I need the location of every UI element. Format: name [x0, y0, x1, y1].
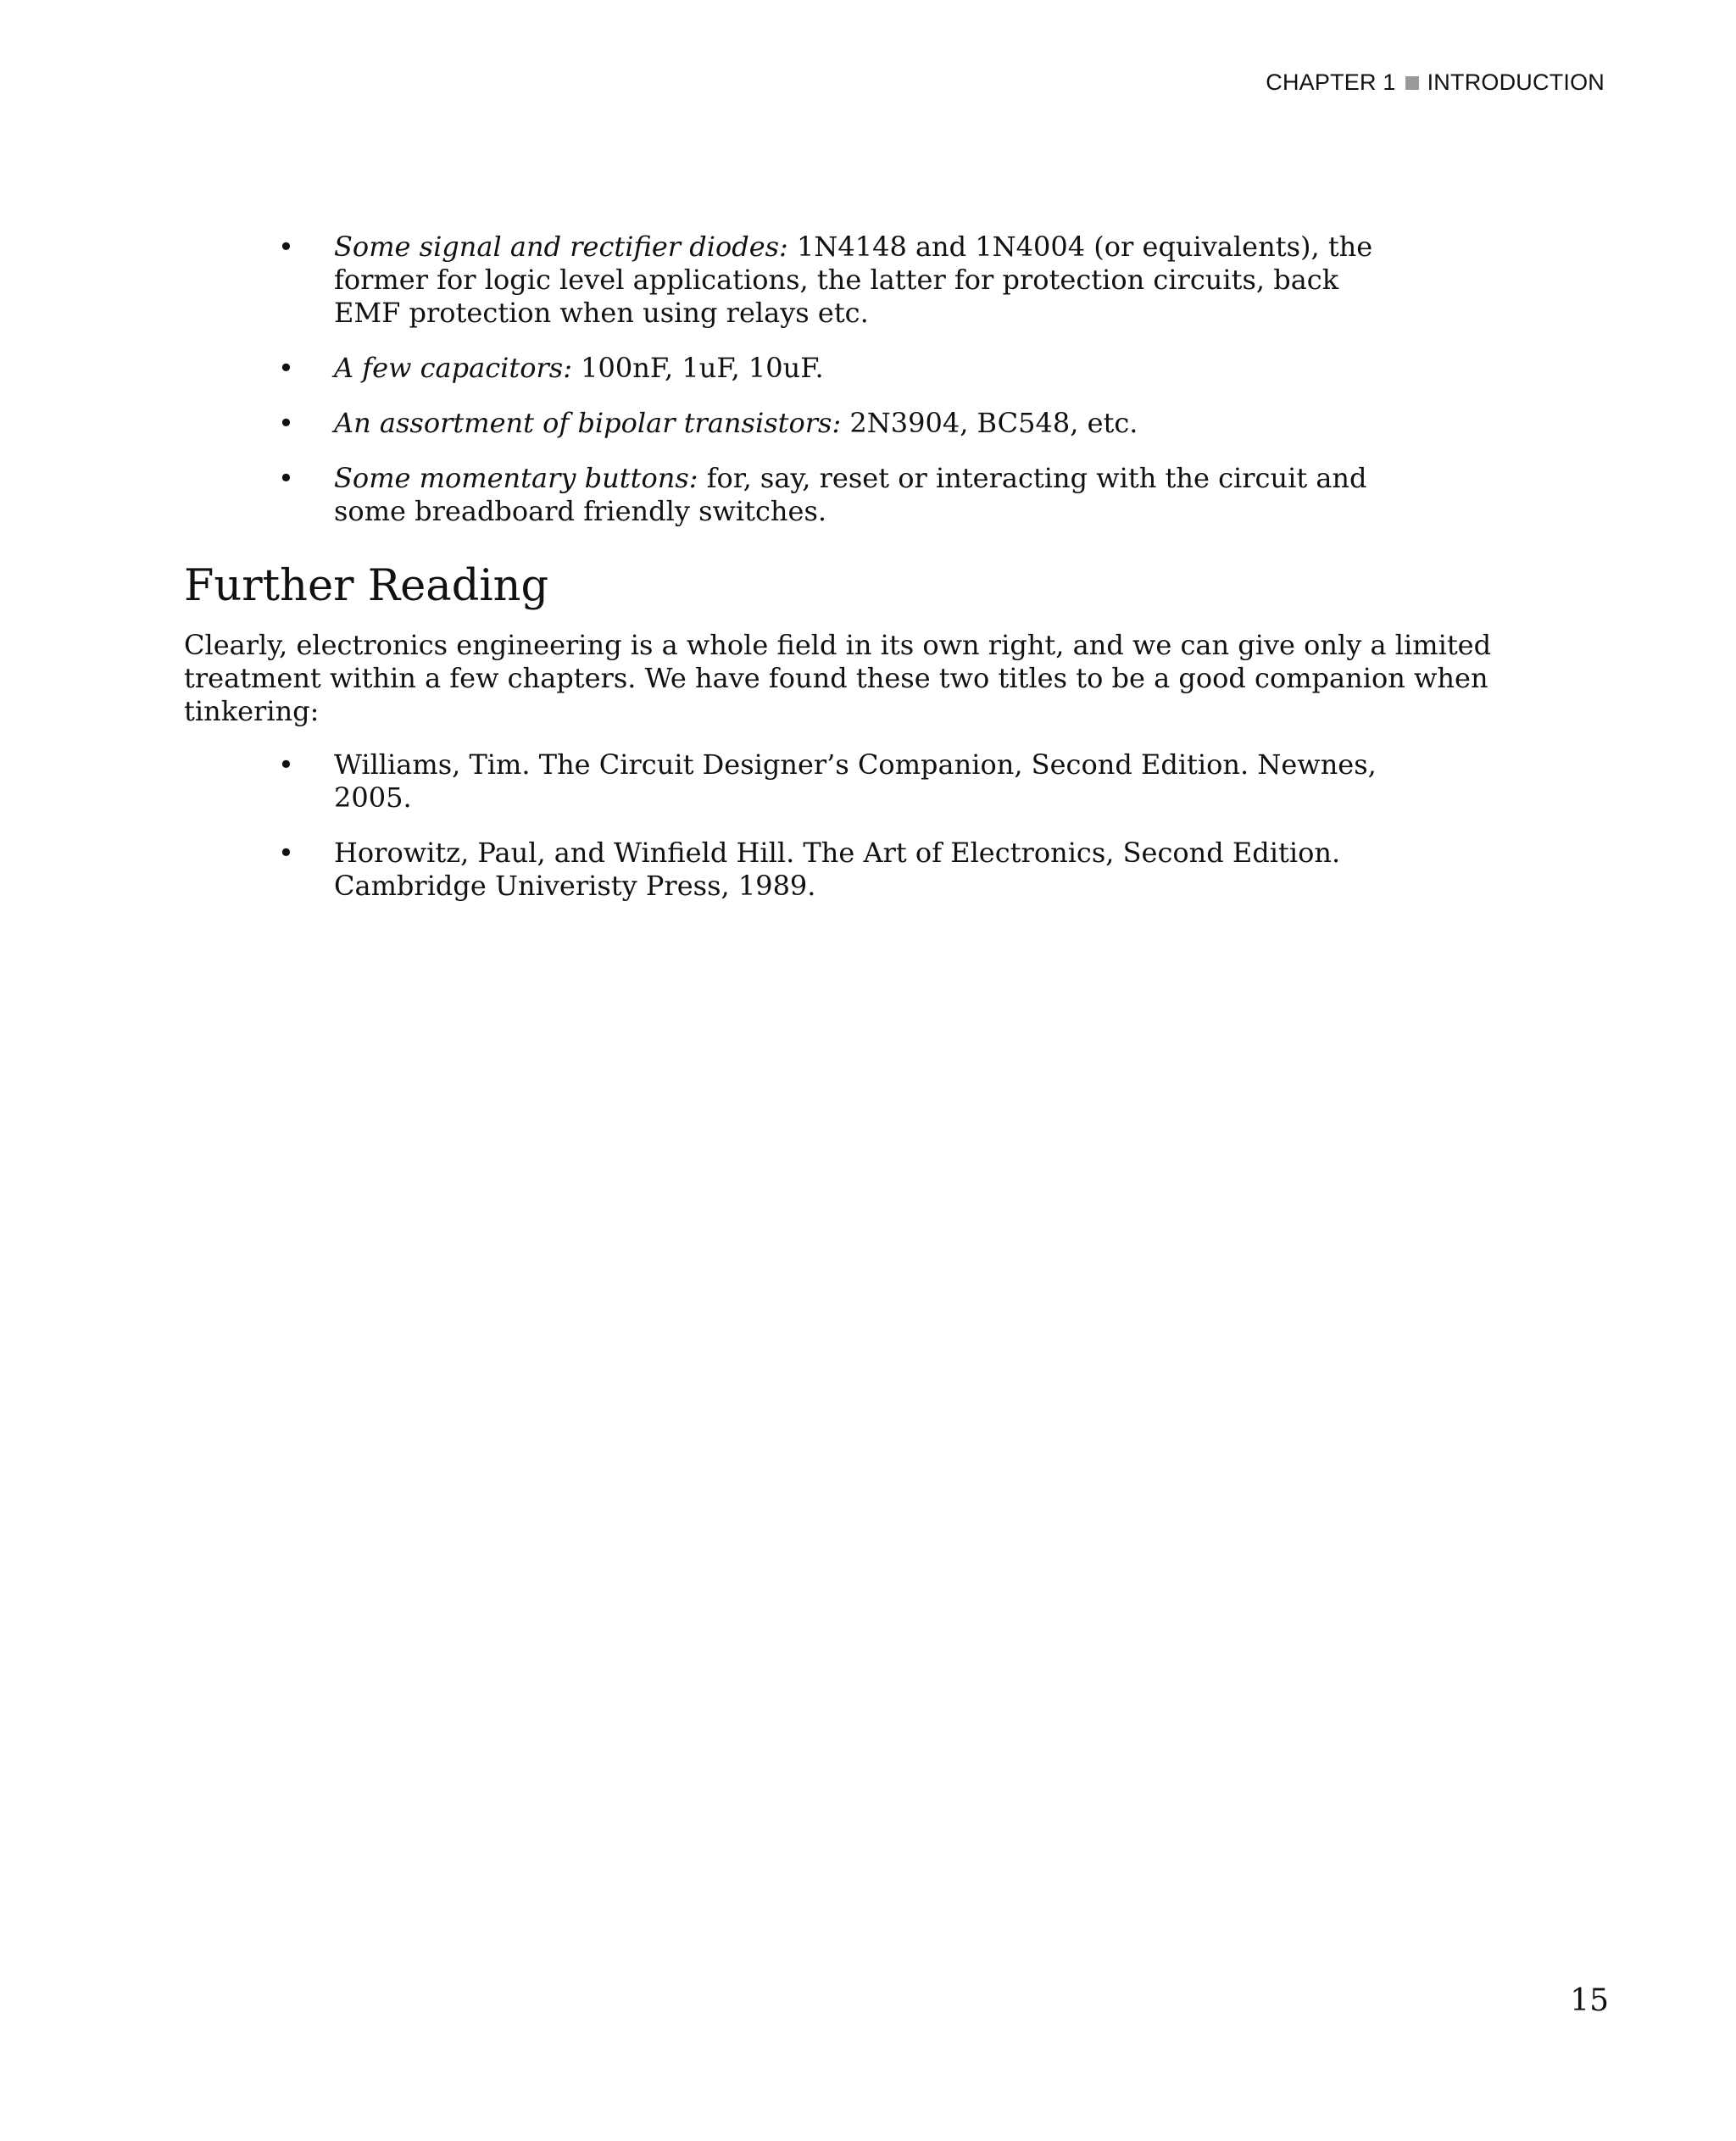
parts-list: [184, 231, 1557, 528]
item-label: Some signal and rectifier diodes:: [334, 231, 788, 263]
bullet-icon: •: [278, 352, 294, 384]
references-list: [184, 748, 1557, 903]
section-heading: Further Reading: [184, 561, 549, 611]
bullet-icon: •: [278, 748, 294, 781]
item-text: 2N3904, BC548, etc.: [841, 407, 1138, 439]
list-item: [184, 231, 1557, 330]
item-text: 100nF, 1uF, 10uF.: [571, 352, 824, 384]
item-label: An assortment of bipolar transistors:: [334, 407, 842, 439]
item-text: 1N4148 and 1N4004 (or equivalents), the former for logic level applications, the latter for protection circuits, back EMF protection when using relays etc.: [334, 231, 1373, 329]
header-chapter: CHAPTER 1: [1266, 70, 1396, 95]
item-label: A few capacitors:: [334, 352, 572, 384]
list-item: [184, 748, 1557, 815]
list-item: [184, 352, 1557, 385]
item-text: for, say, reset or interacting with the circuit and some breadboard friendly switches.: [334, 462, 1367, 527]
bullet-icon: •: [278, 407, 294, 439]
separator-square-icon: [1405, 76, 1419, 90]
reference-text: Williams, Tim. The Circuit Designer’s Companion, Second Edition. Newnes, 2005.: [334, 748, 1377, 814]
list-item: [184, 407, 1557, 440]
section-paragraph: Clearly, electronics engineering is a whole field in its own right, and we can give only a limited treatment within a few chapters. We have found these two titles to be a good companion when tinkering:: [184, 629, 1492, 727]
page-content: [184, 231, 1557, 925]
bullet-icon: •: [278, 837, 294, 869]
item-label: Some momentary buttons:: [334, 462, 698, 494]
list-item: [184, 462, 1557, 528]
bullet-icon: •: [278, 462, 294, 494]
header-title: INTRODUCTION: [1427, 70, 1605, 95]
list-item: [184, 837, 1557, 903]
reference-text: Horowitz, Paul, and Winfield Hill. The Art of Electronics, Second Edition. Cambridge Univeristy Press, 1989.: [334, 837, 1341, 902]
running-header: [1266, 70, 1605, 96]
page-number: 15: [1570, 1983, 1609, 2018]
bullet-icon: •: [278, 231, 294, 263]
